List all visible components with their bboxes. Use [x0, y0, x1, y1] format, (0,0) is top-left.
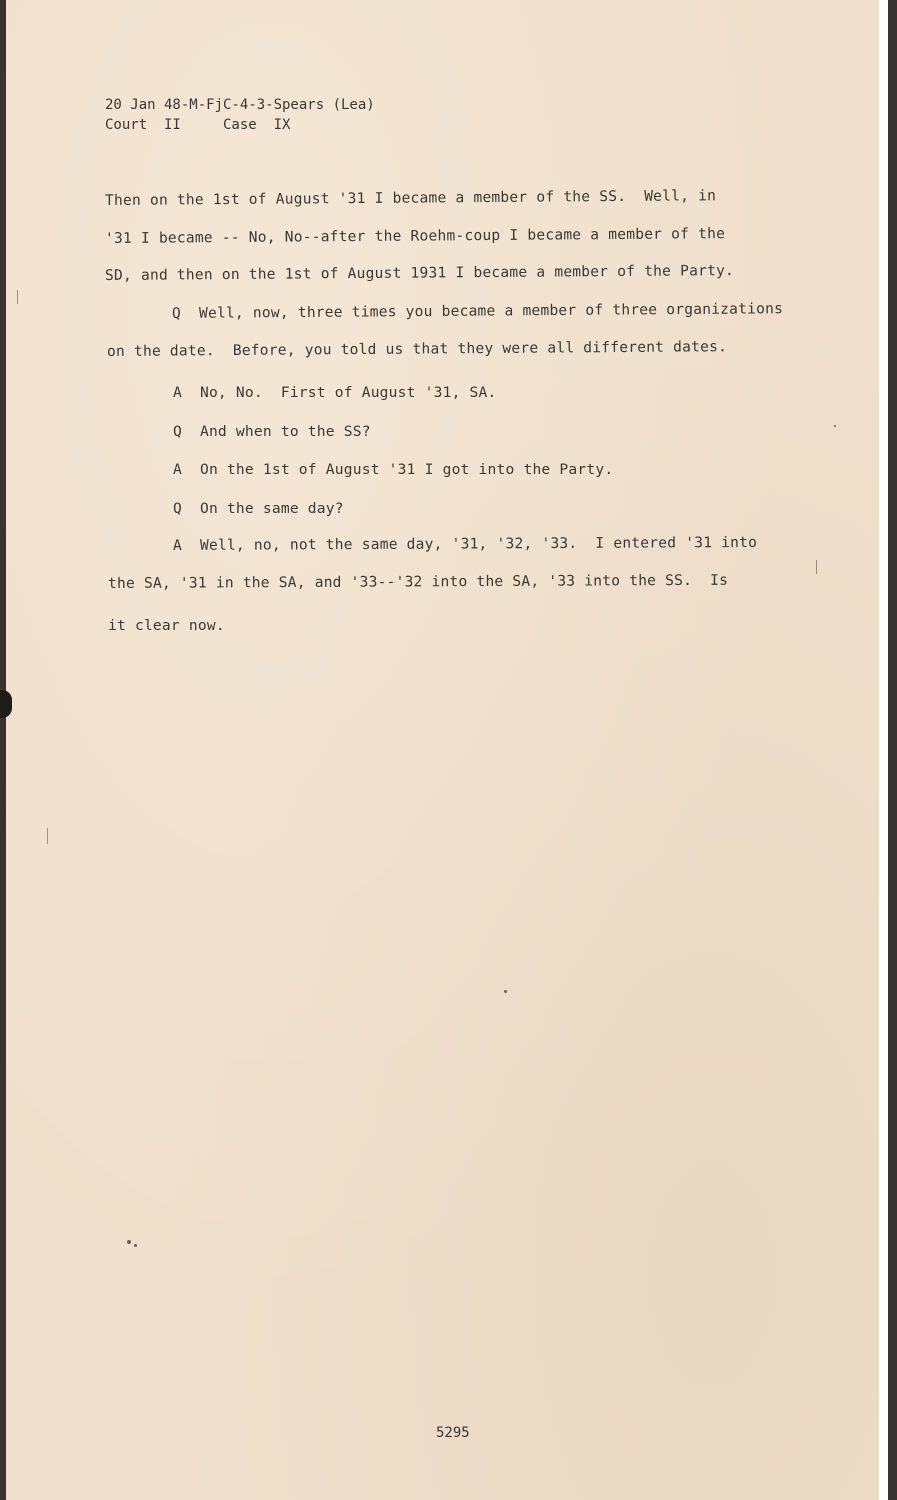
body-line-10: A Well, no, not the same day, '31, '32, '33. I entered '31 into: [172, 533, 758, 554]
body-line-11: the SA, '31 in the SA, and '33--'32 into the SA, '33 into the SS. Is: [107, 571, 729, 592]
paper-mark: [47, 828, 48, 844]
page-number: 5295: [436, 1425, 470, 1441]
body-line-7: Q And when to the SS?: [173, 423, 371, 440]
header-line-2: Court II Case IX: [105, 117, 291, 133]
paper-speck: [504, 990, 507, 993]
body-line-6: A No, No. First of August '31, SA.: [173, 384, 497, 401]
paper-speck: [127, 1240, 131, 1244]
paper-speck: [134, 1244, 137, 1247]
body-line-4: Q Well, now, three times you became a member of three organizations: [171, 300, 784, 322]
body-line-8: A On the 1st of August '31 I got into the Party.: [173, 461, 614, 478]
body-line-3: SD, and then on the 1st of August 1931 I became a member of the Party.: [104, 262, 735, 284]
body-line-12: it clear now.: [108, 617, 225, 634]
body-line-1: Then on the 1st of August '31 I became a member of the SS. Well, in: [104, 187, 717, 209]
body-line-5: on the date. Before, you told us that they were all different dates.: [106, 338, 728, 360]
paper-mark: [816, 560, 817, 574]
paper-mark: [17, 290, 18, 304]
page-edge: [879, 0, 888, 1500]
document-page: [6, 0, 888, 1500]
paper-speck: [834, 425, 836, 427]
body-line-9: Q On the same day?: [173, 500, 344, 517]
document-header: [105, 95, 375, 135]
body-line-2: '31 I became -- No, No--after the Roehm-coup I became a member of the: [104, 225, 726, 247]
header-line-1: 20 Jan 48-M-FjC-4-3-Spears (Lea): [105, 97, 375, 113]
